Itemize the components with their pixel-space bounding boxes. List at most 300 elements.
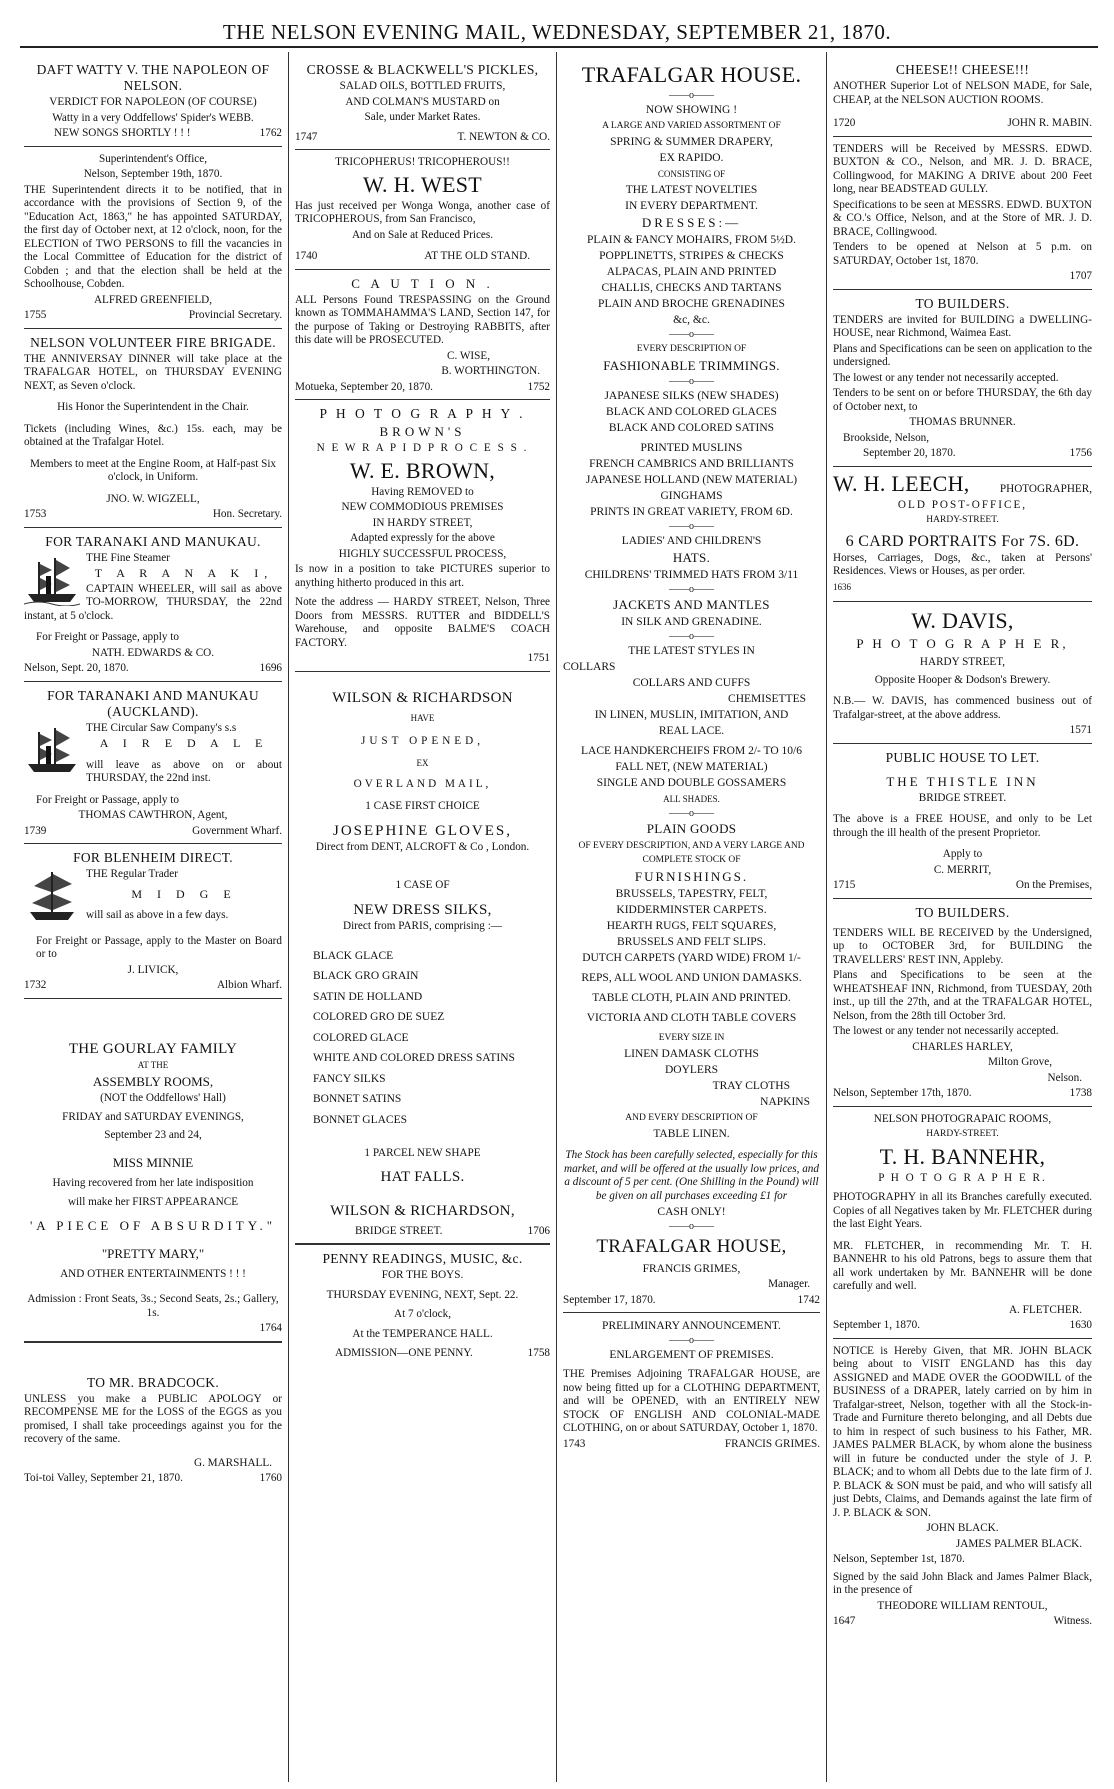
ad-line: Apply to [942,848,983,860]
list-item: GINGHAMS [660,490,723,502]
ad-line: (NOT the Oddfellows' Hall) [100,1092,226,1104]
list-item: DOYLERS [664,1064,719,1076]
column-4 [826,52,1098,1782]
leech-header [833,471,1092,497]
ad-line: BROWN'S [379,424,466,439]
ad-line: Hon. Secretary. [212,508,282,520]
ad-line: Watty in a very Oddfellows' Spider's WEBB. [52,111,254,124]
ad-cheese [833,56,1092,137]
ad-line: Having REMOVED to [371,485,474,498]
ad-line: Sale, under Market Rates. [364,111,481,123]
ad-line: SPRING & SUMMER DRAPERY, [610,136,773,148]
section-title: FURNISHINGS. [634,869,749,884]
ad-date: Nelson, September 19th, 1870. [83,168,223,180]
ad-line: EX [416,757,429,768]
steamship-icon [24,724,80,776]
ad-line: EVERY SIZE IN [658,1033,725,1043]
ad-line: "PRETTY MARY," [101,1245,205,1261]
ad-title: NELSON VOLUNTEER FIRE BRIGADE. [30,334,276,350]
ad-signer: WILSON & RICHARDSON, [330,1202,515,1219]
ad-line: OF EVERY DESCRIPTION, AND A VERY LARGE AND COMPLETE STOCK OF [578,841,805,865]
ad-line: Provincial Secretary. [188,309,282,321]
divider: ——o—— [669,631,714,642]
ad-line: PHOTOGRAPHER, [999,483,1092,495]
ad-title: TO BUILDERS. [915,904,1010,920]
ad-footer [24,979,282,993]
ad-signer: CHARLES HARLEY, [912,1040,1013,1053]
ad-line: Having recovered from her late indisposition [52,1176,254,1189]
ad-line: FRIDAY and SATURDAY EVENINGS, [62,1110,244,1123]
ad-footer [24,309,282,323]
ad-title: FOR TARANAKI AND MANUKAU (AUCKLAND). [47,687,259,719]
ad-line: ALL SHADES. [663,794,720,804]
ad-title: TRAFALGAR HOUSE, [596,1236,787,1257]
ad-line: 1 CASE OF [395,878,450,891]
ad-number: 1747 [295,130,318,143]
ad-fire-brigade [24,329,282,528]
ad-signer: ALFRED GREENFIELD, [93,293,213,306]
ad-body: Specifications to be seen at MESSRS. EDWD. BUXTON & CO.'s Office, Nelson, and at the Store of MR. J. D. BRACE, Collingwood. [833,198,1092,238]
ad-bradcock [24,1342,282,1491]
list-item: COLORED GLACE [313,1031,409,1044]
ad-line: SALAD OILS, BOTTLED FRUITS, [339,80,506,92]
divider: ——o—— [669,376,714,387]
ad-crosse-blackwell [295,56,550,150]
divider: ——o—— [669,1221,714,1232]
ad-line: EVERY DESCRIPTION OF [636,344,747,354]
ad-number: 1764 [259,1322,282,1334]
ad-body: UNLESS you make a PUBLIC APOLOGY or RECOMPENSE ME for the LOSS of the EGGS as you promised, I shall take proceedings against you for the recovery of the same. [24,1392,282,1445]
ship-name: A I R E D A L E [99,736,269,750]
ad-date: Nelson, September 1st, 1870. [833,1553,965,1565]
ad-line: HIGHLY SUCCESSFUL PROCESS, [338,547,507,560]
ad-footer [24,662,282,676]
ad-title: TRAFALGAR HOUSE. [581,62,802,87]
ad-signer: B. WORTHINGTON. [441,365,540,377]
ad-signer: J. LIVICK, [127,963,179,976]
ad-title: FOR TARANAKI AND MANUKAU. [45,533,261,549]
ad-line: will make her FIRST APPEARANCE [67,1196,239,1208]
ad-line: P H O T O G R A P H E R, [856,636,1069,651]
ad-number: 1647 [833,1615,856,1627]
ad-body: TENDERS WILL BE RECEIVED by the Undersigned, up to OCTOBER 3rd, for BUILDING the TRAVELLERS' REST INN, Appleby. [833,926,1092,966]
ad-line: AND OTHER ENTERTAINMENTS ! ! ! [60,1267,246,1280]
ad-footer [295,1347,550,1361]
ad-line: For Freight or Passage, apply to [36,793,179,806]
ad-date: September 23 and 24, [104,1129,202,1141]
ad-footer [24,127,282,141]
ad-line: BRIDGE STREET. [355,1224,443,1237]
ad-body: N.B.— W. DAVIS, has commenced business out of Trafalgar-street, at the above address. [833,695,1092,721]
ad-title: CROSSE & BLACKWELL'S PICKLES, [306,62,539,77]
list-item: POPPLINETTS, STRIPES & CHECKS [599,250,784,262]
ad-body: will leave as above on or about THURSDAY, the 22nd inst. [86,758,282,784]
ad-line: IN HARDY STREET, [372,516,473,529]
ad-footer [295,250,550,264]
list-item: ALPACAS, PLAIN AND PRINTED [606,266,777,278]
ad-number: 1720 [833,117,856,129]
list-item: COLORED GRO DE SUEZ [313,1011,445,1023]
ad-line: AT THE OLD STAND. [424,250,530,262]
ad-wilson-richardson [295,672,550,1245]
ad-line: Milton Grove, [987,1056,1052,1068]
ad-line: THE Regular Trader [86,868,178,880]
list-item: NAPKINS [760,1096,810,1108]
list-item: CHALLIS, CHECKS AND TARTANS [601,282,782,294]
ad-body: The above is a FREE HOUSE, and only to be Let through the ill health of the present Proprietor. [833,813,1092,839]
list-item: WHITE AND COLORED DRESS SATINS [313,1052,515,1064]
divider: ——o—— [669,1335,714,1346]
ad-footer [24,508,282,522]
ad-line: HAVE [410,712,435,723]
ad-line: Brookside, Nelson, [843,431,930,444]
ad-line: N E W R A P I D P R O C E S S . [316,442,529,454]
ad-line: At the TEMPERANCE HALL. [352,1327,493,1340]
ad-line: NOW SHOWING ! [645,104,738,116]
ad-line: FOR THE BOYS. [381,1269,464,1281]
ad-footer [833,117,1092,131]
ad-title: WILSON & RICHARDSON [332,689,513,706]
ad-line: And on Sale at Reduced Prices. [351,228,494,241]
ad-line: IN LINEN, MUSLIN, IMITATION, AND [594,709,789,721]
ad-title: DAFT WATTY V. THE NAPOLEON OF NELSON. [36,62,270,93]
ad-penny-readings [295,1244,550,1366]
ad-number: 1636 [833,581,851,592]
list-item: CHEMISETTES [728,693,806,705]
ad-number: 1707 [1069,270,1092,282]
ad-line: ENLARGEMENT OF PREMISES. [609,1349,774,1361]
ad-number: 1571 [1069,724,1092,736]
ad-number: 1706 [527,1224,550,1237]
divider: ——o—— [669,329,714,340]
ad-body: will sail as above in a few days. [86,909,229,921]
ad-body: NOTICE is Hereby Given, that MR. JOHN BLACK being about to VISIT ENGLAND has this day ASSIGNED and MADE OVER the GOODWILL of the BUSINESS of a DRAPER, lately carried on by him in Trafalgar-street, Nelson, together with all the Stock-in-Trade and Furniture thereto belonging, and all Debts due to him in respect of such business to his Father, MR. JAMES PALMER BLACK, by whom alone the business will in future be conducted under the style of J. P. BLACK; and to whom all Debts due to the late firm of J. P. BLACK & SON must be paid, and who will satisfy all just Debts, Claims, and Demands against the late firm of J. P. BLACK & SON. [833,1344,1092,1519]
ad-body: TENDERS are invited for BUILDING a DWELLING-HOUSE, near Richmond, Waimea East. [833,313,1092,339]
section-title: JACKETS AND MANTLES [613,597,770,612]
ad-line: NEW COMMODIOUS PREMISES [341,501,504,513]
ad-signer: C. WISE, [447,349,490,362]
ad-line: REAL LACE. [658,725,725,737]
masthead: THE NELSON EVENING MAIL, WEDNESDAY, SEPTEMBER 21, 1870. [222,20,892,44]
ad-body: Horses, Carriages, Dogs, &c., taken at Persons' Residences. Views or Houses, as per order. [833,551,1092,577]
list-item: BONNET SATINS [313,1093,402,1105]
list-item: BRUSSELS AND FELT SLIPS. [617,936,766,948]
list-item: BLACK GRO GRAIN [313,970,419,982]
ad-date: Toi-toi Valley, September 21, 1870. [24,1472,183,1484]
ad-line: P H O T O G R A P H E R. [878,1171,1047,1184]
ad-number: 1732 [24,979,47,991]
ad-title: T. H. BANNEHR, [879,1143,1046,1169]
column-1 [18,52,288,1782]
ad-signer: T. NEWTON & CO. [457,130,550,143]
section-title: FASHIONABLE TRIMMINGS. [603,358,780,373]
ad-footer [833,270,1092,284]
ad-line: HARDY-STREET. [926,515,999,525]
ad-title: W. DAVIS, [911,608,1014,633]
ad-line: Manager. [768,1278,810,1290]
list-item: PRINTED MUSLINS [640,442,743,454]
ad-number: 1630 [1069,1319,1092,1331]
ad-line: Albion Wharf. [216,979,282,991]
ad-line: IN SILK AND GRENADINE. [621,616,762,628]
list-item: LACE HANDKERCHEIFS FROM 2/- TO 10/6 [581,745,802,757]
ad-footer [295,652,550,666]
ad-body: THE Premises Adjoining TRAFALGAR HOUSE, are now being fitted up for a CLOTHING DEPARTMENT, and will be OPENED, with an ENTIRELY NEW STOCK OF ENGLISH AND COLONIAL-MADE CLOTHING, on or about SATURDAY, October 1, 1870. [563,1368,820,1434]
ad-line: Government Wharf. [192,824,282,837]
ad-title: NELSON PHOTOGRAPAIC ROOMS, [873,1112,1052,1125]
ad-footer [295,131,550,145]
ad-line: For Freight or Passage, apply to the Master on Board or to [36,934,282,960]
list-item: LINEN DAMASK CLOTHS [624,1048,759,1060]
list-item: SATIN DE HOLLAND [313,990,423,1003]
ad-line: 1 CASE FIRST CHOICE [365,799,480,812]
ad-number: 1738 [1069,1087,1092,1099]
ad-footer [24,825,282,839]
ad-line: THE Circular Saw Company's s.s [86,721,237,734]
ad-caution [295,270,550,401]
ad-line: On the Premises, [1015,879,1092,891]
ad-line: OLD POST-OFFICE, [897,498,1028,511]
ad-line: His Honor the Superintendent in the Chair. [57,401,249,413]
ad-line: LADIES' AND CHILDREN'S [621,535,762,547]
ad-title: TO BUILDERS. [915,295,1010,311]
sailing-ship-icon [24,870,80,926]
ad-date: September 1, 1870. [833,1319,920,1331]
ad-west [295,150,550,270]
list-item: BLACK GLACE [313,949,394,962]
ad-line: NEW SONGS SHORTLY ! ! ! [54,127,191,139]
ad-airedale [24,682,282,845]
ad-line: AT THE [137,1059,169,1070]
list-item: &c, &c. [673,314,710,326]
ad-preliminary [563,1313,820,1456]
list-item: TABLE CLOTH, PLAIN AND PRINTED. [592,992,791,1004]
ad-body: Tenders to be sent on or before THURSDAY, the 6th day of October next, to [833,387,1092,413]
ad-signer: THEODORE WILLIAM RENTOUL, [877,1599,1048,1612]
steamship-icon [24,554,80,606]
list-item: SINGLE AND DOUBLE GOSSAMERS [596,777,787,789]
list-item: JAPANESE SILKS (NEW SHADES) [604,390,779,402]
list-item: PLAIN AND BROCHE GRENADINES [598,298,785,310]
ad-title: THE GOURLAY FAMILY [68,1040,238,1057]
ad-number: 1743 [563,1437,586,1450]
ad-number: 1762 [259,127,282,139]
ad-signer: JNO. W. WIGZELL, [106,492,200,505]
ad-body: Tenders to be opened at Nelson at 5 p.m. on SATURDAY, October 1st, 1870. [833,241,1092,267]
ad-line: HARDY STREET, [919,656,1006,668]
ad-date: Motueka, September 20, 1870. [295,380,433,393]
ad-number: 1755 [24,309,47,321]
ad-title: TO MR. BRADCOCK. [86,1374,220,1390]
ad-line: AND EVERY DESCRIPTION OF [625,1113,758,1123]
ad-taranaki [24,528,282,682]
columns [18,52,1098,1782]
ad-line: HARDY-STREET. [926,1129,999,1139]
list-item: FALL NET, (NEW MATERIAL) [615,761,768,773]
ad-signer: JOHN R. MABIN. [1007,117,1092,129]
ad-signer: G. MARSHALL. [193,1456,272,1469]
ad-title: NEW DRESS SILKS, [353,902,492,918]
list-item: JAPANESE HOLLAND (NEW MATERIAL) [585,474,798,486]
divider: ——o—— [669,584,714,595]
ad-line: Direct from DENT, ALCROFT & Co , London. [315,841,530,853]
list-item: REPS, ALL WOOL AND UNION DAMASKS. [581,972,802,984]
ad-signer: FRANCIS GRIMES. [724,1437,820,1450]
ad-body: Plans and Specifications can be seen on application to the undersigned. [833,342,1092,368]
ad-body: TENDERS will be Received by MESSRS. EDWD. BUXTON & CO., Nelson, and MR. J. D. BRACE, Collingwood, for MAKING A DRIVE about 200 Feet long, near BEADSTEAD GULLY. [833,142,1092,195]
ship-name: M I D G E [131,886,237,901]
divider: ——o—— [669,90,714,101]
ad-number: 1752 [527,380,550,393]
ad-body: CAPTAIN WHEELER, will sail as above TO-MORROW, THURSDAY, the 22nd instant, at 5 o'clock. [24,582,282,622]
list-item: COLLARS AND CUFFS [632,677,751,689]
ad-line: Witness. [1053,1615,1092,1627]
divider: ——o—— [669,808,714,819]
list-item: BONNET GLACES [313,1113,408,1126]
ad-line: VERDICT FOR NAPOLEON (OF COURSE) [49,96,257,108]
ad-body: The lowest or any tender not necessarily accepted. [833,371,1059,384]
ad-title: JOSEPHINE GLOVES, [332,823,512,839]
ad-footer [295,381,550,395]
ad-line: ADMISSION—ONE PENNY. [335,1347,473,1359]
list-item: PRINTS IN GREAT VARIETY, FROM 6D. [590,506,793,518]
ad-tenders-drive [833,137,1092,290]
ad-signer: THOMAS CAWTHRON, Agent, [78,809,228,821]
section-title: PLAIN GOODS [646,821,737,836]
ad-title: C A U T I O N . [351,275,494,291]
ad-line: EX RAPIDO. [659,152,724,164]
ad-line: BRIDGE STREET. [918,791,1007,804]
ad-line: THE Fine Steamer [86,551,170,564]
ad-date: September 17, 1870. [563,1293,656,1306]
ad-bannehr [833,1107,1092,1339]
ad-body: THE ANNIVERSAY DINNER will take place at the TRAFALGAR HOTEL, on THURSDAY EVENING NEXT, as Seven o'clock. [24,352,282,392]
ad-line: CONSISTING OF [657,169,726,179]
ad-gourlay [24,999,282,1342]
ad-footer [833,1319,1092,1333]
list-item: BRUSSELS, TAPESTRY, FELT, [615,888,768,900]
list-item: TRAY CLOTHS [712,1080,790,1092]
ad-date: Nelson, September 17th, 1870. [833,1087,972,1099]
ad-line: CASH ONLY! [657,1206,726,1218]
ad-black-notice [833,1339,1092,1634]
ad-number: 1760 [259,1472,282,1484]
list-item: BLACK AND COLORED GLACES [606,406,777,418]
ad-line: IN EVERY DEPARTMENT. [625,200,758,212]
ad-line: OVERLAND MAIL, [353,778,492,790]
ad-title: PRELIMINARY ANNOUNCEMENT. [602,1320,781,1332]
ad-footer [563,1438,820,1452]
ad-line: A LARGE AND VARIED ASSORTMENT OF [602,121,781,131]
ad-footer [833,724,1092,738]
ad-title: W. H. LEECH, [833,470,970,496]
ad-leech [833,467,1092,603]
ad-line: Direct from PARIS, comprising :— [342,920,502,932]
ad-midge [24,844,282,999]
ad-line: Members to meet at the Engine Room, at Half-past Six o'clock, in Uniform. [29,457,277,483]
ad-number: 1753 [24,508,47,520]
ad-footer [833,1087,1092,1101]
ad-footer [295,1225,550,1239]
ad-to-builders-2 [833,899,1092,1107]
ad-davis [833,602,1092,744]
ad-line: JUST OPENED, [360,735,484,747]
ad-signer: NATH. EDWARDS & CO. [91,646,215,659]
ad-number: 1739 [24,824,47,837]
ad-to-builders-1 [833,290,1092,467]
ad-body: Has just received per Wonga Wonga, another case of TRICOPHEROUS, from San Francisco, [295,199,550,225]
ad-number: 1696 [259,662,282,674]
ad-title: 6 CARD PORTRAITS For 7S. 6D. [845,532,1080,550]
ad-line: For Freight or Passage, apply to [36,631,179,643]
ad-line: Nelson. [1047,1071,1082,1084]
ad-footer [833,447,1092,461]
ad-signer: THOMAS BRUNNER. [909,416,1016,428]
list-item: DUTCH CARPETS (YARD WIDE) FROM 1/- [582,952,801,964]
ad-line: Admission : Front Seats, 3s.; Second Seats, 2s.; Gallery, 1s. [27,1293,279,1319]
ad-title: PUBLIC HOUSE TO LET. [885,749,1040,765]
ad-signer: JOHN BLACK. [926,1522,999,1534]
list-item: FANCY SILKS [313,1072,386,1085]
ad-body: The lowest or any tender not necessarily accepted. [833,1025,1059,1037]
ad-body: Signed by the said John Black and James Palmer Black, in the presence of [833,1570,1092,1596]
ad-line: Superintendent's Office, [98,152,208,165]
ad-line: TRICOPHERUS! TRICOPHEROUS!! [335,156,510,168]
ad-thistle-inn [833,744,1092,899]
ad-line: ASSEMBLY ROOMS, [92,1074,214,1089]
ad-line: At 7 o'clock, [393,1308,451,1320]
ad-line: Adapted expressly for the above [350,532,495,544]
section-title: DRESSES:— [641,215,742,230]
list-item: PLAIN & FANCY MOHAIRS, FROM 5½D. [587,234,796,246]
ad-trafalgar-house [563,56,820,1313]
ad-date: Nelson, Sept. 20, 1870. [24,662,129,674]
ad-line: 1 PARCEL NEW SHAPE [364,1147,481,1159]
ad-number: 1740 [295,250,318,262]
ad-number: 1756 [1069,447,1092,459]
ad-body: Plans and Specifications to be seen at the WHEATSHEAF INN, Richmond, from TUESDAY, 20th inst., up till the 27th, and at the TRAFALGAR HOTEL, Nelson, from the 28th till October 3rd. [833,969,1092,1022]
ad-title: PENNY READINGS, MUSIC, &c. [322,1251,523,1266]
ad-footer [833,1615,1092,1629]
ad-body: ANOTHER Superior Lot of NELSON MADE, for Sale, CHEAP, at the NELSON AUCTION ROOMS. [833,80,1092,106]
ad-title: THE THISTLE INN [886,773,1039,789]
silks-list [295,950,550,1128]
ad-line: AND COLMAN'S MUSTARD on [345,95,500,108]
list-item: BLACK AND COLORED SATINS [608,422,775,434]
column-2 [288,52,556,1782]
ad-footer [24,1472,282,1486]
list-item: HEARTH RUGS, FELT SQUARES, [606,920,777,932]
ad-signer: JAMES PALMER BLACK. [955,1537,1082,1550]
ad-line: Tickets (including Wines, &c.) 15s. each, may be obtained at the Trafalgar Hotel. [24,422,282,448]
ad-body: PHOTOGRAPHY in all its Branches carefully executed. Copies of all Negatives taken by Mr. FLETCHER during the last Eight Years. [833,1191,1092,1230]
ad-date: September 20, 1870. [863,447,956,459]
ad-number: 1742 [797,1293,820,1306]
ad-signer: A. FLETCHER. [1008,1303,1082,1316]
ad-photography-brown [295,400,550,672]
list-item: VICTORIA AND CLOTH TABLE COVERS [586,1012,797,1024]
ad-body: MR. FLETCHER, in recommending Mr. T. H. BANNEHR to his old Patrons, begs to assure them that all work undertaken by Mr. BANNEHR will be done carefully and well. [833,1239,1092,1292]
ad-title: W. H. WEST [362,171,483,197]
ad-title: HAT FALLS. [380,1168,465,1185]
ad-footer [833,879,1092,893]
ad-number: 1715 [833,879,856,891]
list-item: FRENCH CAMBRICS AND BRILLIANTS [589,458,794,470]
ad-line: THE LATEST NOVELTIES [625,184,758,196]
masthead-rule [20,46,1098,48]
ad-footer [563,1294,820,1308]
ad-footer [24,1322,282,1336]
